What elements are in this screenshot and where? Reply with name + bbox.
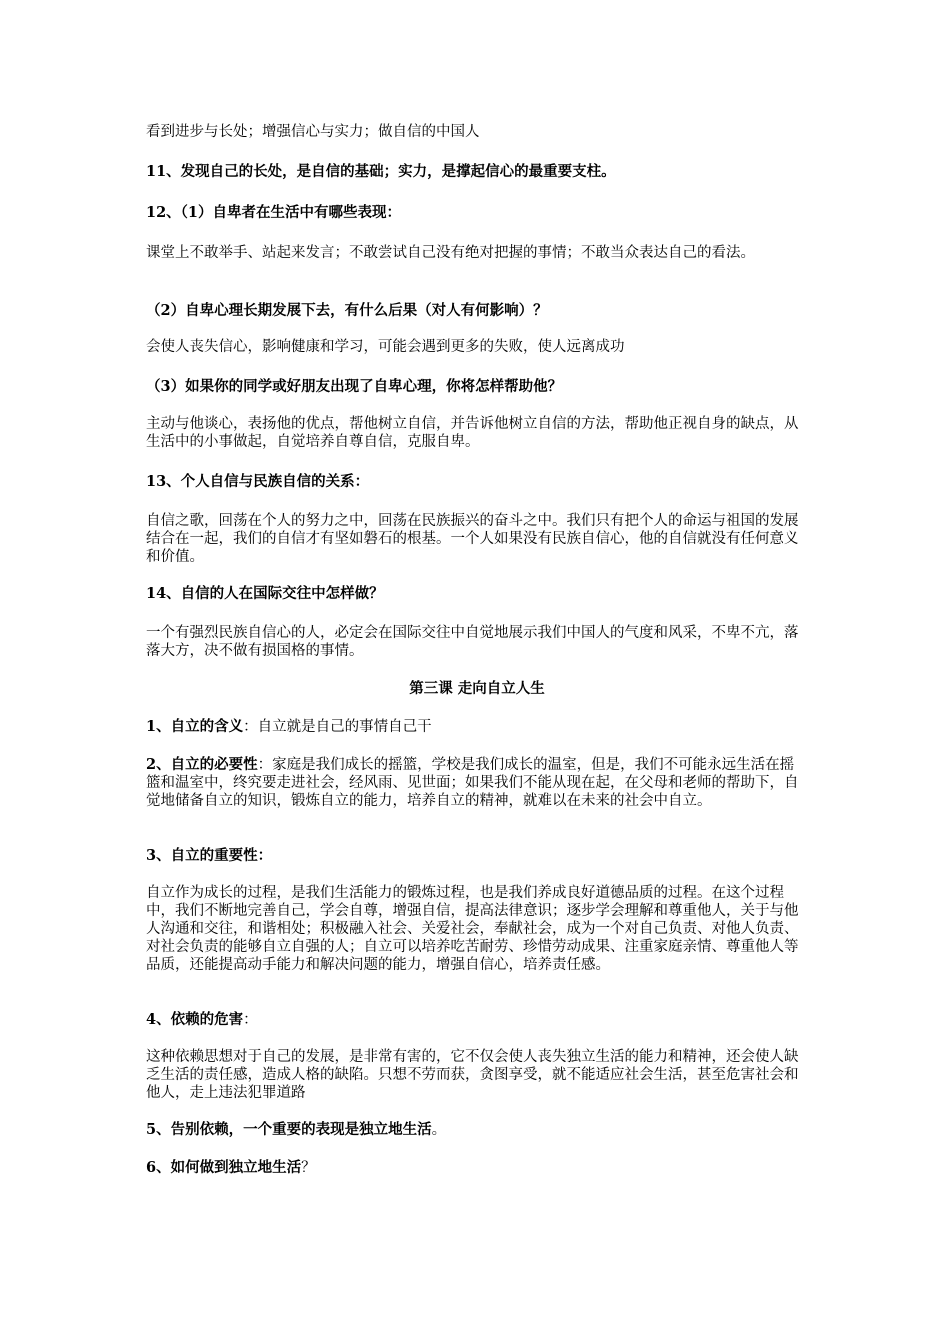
heading-item-12-3: （3）如果你的同学或好朋友出现了自卑心理，你将怎样帮助他？ — [146, 378, 563, 395]
text-dependence-harm-colon: ： — [243, 1012, 258, 1028]
paragraph-personal-national-confidence: 自信之歌，回荡在个人的努力之中，回荡在民族振兴的奋斗之中。我们只有把个人的命运与祖国的发展结合在一起，我们的自信才有坚如磐石的根基。一个人如果没有民族自信心，他的自信就没有任何意义和价值。 — [146, 513, 799, 565]
heading-item-12-1: 12、（1）自卑者在生活中有哪些表现： — [146, 204, 402, 221]
text-farewell-dependence-period: 。 — [431, 1122, 447, 1138]
paragraph-independence-meaning — [146, 718, 808, 736]
paragraph-inferiority-consequences: 会使人丧失信心，影响健康和学习，可能会遇到更多的失败，使人远离成功 — [146, 339, 625, 355]
heading-independence-importance: 3、自立的重要性： — [146, 847, 273, 864]
text-independent-living-question: ？ — [301, 1160, 316, 1176]
paragraph-independent-living — [146, 1159, 808, 1177]
paragraph-international-conduct: 一个有强烈民族自信心的人，必定会在国际交往中自觉地展示我们中国人的气度和风采，不卑不亢，落落大方，决不做有损国格的事情。 — [146, 625, 799, 659]
paragraph-intro: 看到进步与长处；增强信心与实力；做自信的中国人 — [146, 124, 480, 140]
paragraph-independence-importance: 自立作为成长的过程，是我们生活能力的锻炼过程，也是我们养成良好道德品质的过程。在这个过程中，我们不断地完善自己，学会自尊，增强自信，提高法律意识；逐步学会理解和尊重他人，关于与他人沟通和交往，和谐相处；积极融入社会、关爱社会，奉献社会，成为一个对自己负责、对他人负责、对社会负责的能够自立自强的人；自立可以培养吃苦耐劳、珍惜劳动成果、注重家庭亲情、尊重他人等品质，还能提高动手能力和解决问题的能力，增强自信心，培养责任感。 — [146, 885, 799, 973]
paragraph-helping-friend: 主动与他谈心，表扬他的优点，帮他树立自信，并告诉他树立自信的方法，帮助他正视自身的缺点，从生活中的小事做起，自觉培养自尊自信，克服自卑。 — [146, 416, 799, 450]
lesson-title: 第三课 走向自立人生 — [409, 680, 545, 697]
paragraph-independence-necessity — [146, 756, 808, 810]
label-farewell-dependence: 5、告别依赖，一个重要的表现是独立地生活 — [146, 1121, 432, 1138]
paragraph-farewell-dependence — [146, 1121, 808, 1139]
paragraph-dependence-harm-heading — [146, 1011, 808, 1029]
label-dependence-harm: 4、依赖的危害 — [146, 1011, 244, 1028]
heading-item-12-2: （2）自卑心理长期发展下去，有什么后果（对人有何影响）？ — [146, 302, 548, 319]
heading-item-13: 13、个人自信与民族自信的关系： — [146, 473, 370, 490]
paragraph-dependence-harm: 这种依赖思想对于自己的发展，是非常有害的，它不仅会使人丧失独立生活的能力和精神，还会使人缺乏生活的责任感，造成人格的缺陷。只想不劳而获，贪图享受，就不能适应社会生活，甚至危害社会和他人，走上违法犯罪道路 — [146, 1049, 799, 1101]
heading-item-14: 14、自信的人在国际交往中怎样做？ — [146, 585, 384, 602]
paragraph-inferiority-signs: 课堂上不敢举手、站起来发言；不敢尝试自己没有绝对把握的事情；不敢当众表达自己的看法。 — [146, 245, 755, 261]
label-independence-meaning: 1、自立的含义 — [146, 718, 244, 735]
text-independence-necessity: ：家庭是我们成长的摇篮，学校是我们成长的温室，但是，我们不可能永远生活在摇篮和温室中，终究要走进社会，经风雨、见世面；如果我们不能从现在起，在父母和老师的帮助下，自觉地储备自立的知识，锻炼自立的能力，培养自立的精神，就难以在未来的社会中自立。 — [146, 757, 799, 809]
text-independence-meaning: ：自立就是自己的事情自己干 — [243, 719, 432, 735]
heading-item-11: 11、发现自己的长处，是自信的基础；实力，是撑起信心的最重要支柱。 — [146, 163, 616, 180]
label-independence-necessity: 2、自立的必要性 — [146, 756, 258, 773]
label-independent-living: 6、如何做到独立地生活 — [146, 1159, 302, 1176]
